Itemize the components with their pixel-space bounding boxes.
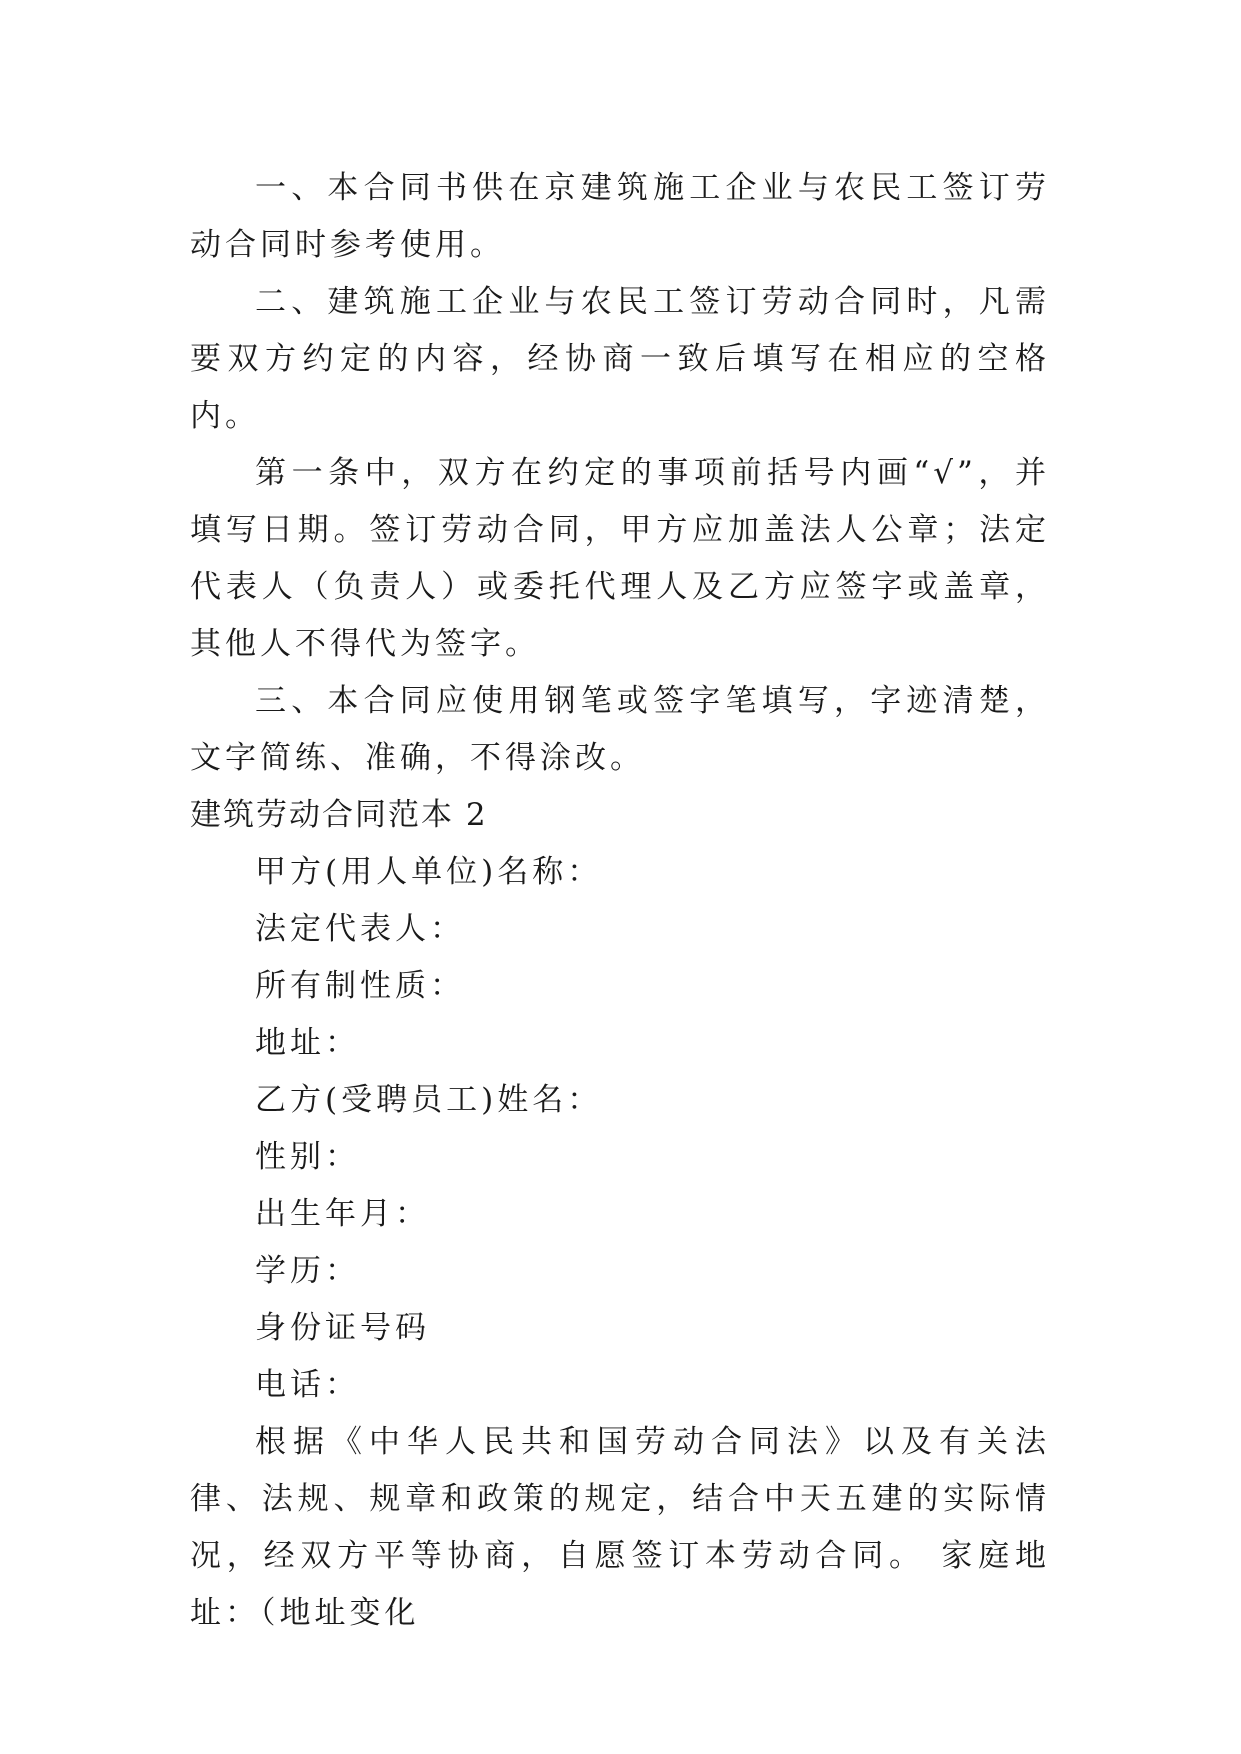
document-page (190, 160, 1050, 1642)
field-address: 地址： (255, 1025, 360, 1061)
field-legal-representative: 法定代表人： (255, 911, 465, 947)
intro-paragraph-2: 二、建筑施工企业与农民工签订劳动合同时，凡需要双方约定的内容，经协商一致后填写在相应的空格内。 (190, 284, 1050, 434)
intro-paragraph-1: 一、本合同书供在京建筑施工企业与农民工签订劳动合同时参考使用。 (190, 170, 1050, 263)
section-title: 建筑劳动合同范本 2 (190, 797, 488, 833)
field-employer-name: 甲方(用人单位)名称： (255, 854, 603, 890)
field-ownership-type: 所有制性质： (255, 968, 465, 1004)
field-education: 学历： (255, 1253, 360, 1289)
field-gender: 性别： (255, 1139, 360, 1175)
field-phone: 电话： (255, 1367, 360, 1403)
field-employee-name: 乙方(受聘员工)姓名： (255, 1082, 603, 1118)
intro-paragraph-4: 三、本合同应使用钢笔或签字笔填写，字迹清楚，文字简练、准确，不得涂改。 (190, 683, 1050, 776)
field-id-number: 身份证号码 (255, 1310, 430, 1346)
intro-paragraph-3: 第一条中，双方在约定的事项前括号内画“√”，并填写日期。签订劳动合同，甲方应加盖法人公章；法定代表人（负责人）或委托代理人及乙方应签字或盖章，其他人不得代为签字。 (190, 455, 1050, 662)
closing-paragraph: 根据《中华人民共和国劳动合同法》以及有关法律、法规、规章和政策的规定，结合中天五建的实际情况，经双方平等协商，自愿签订本劳动合同。 家庭地址：（地址变化 (190, 1424, 1050, 1631)
field-birth-date: 出生年月： (255, 1196, 430, 1232)
